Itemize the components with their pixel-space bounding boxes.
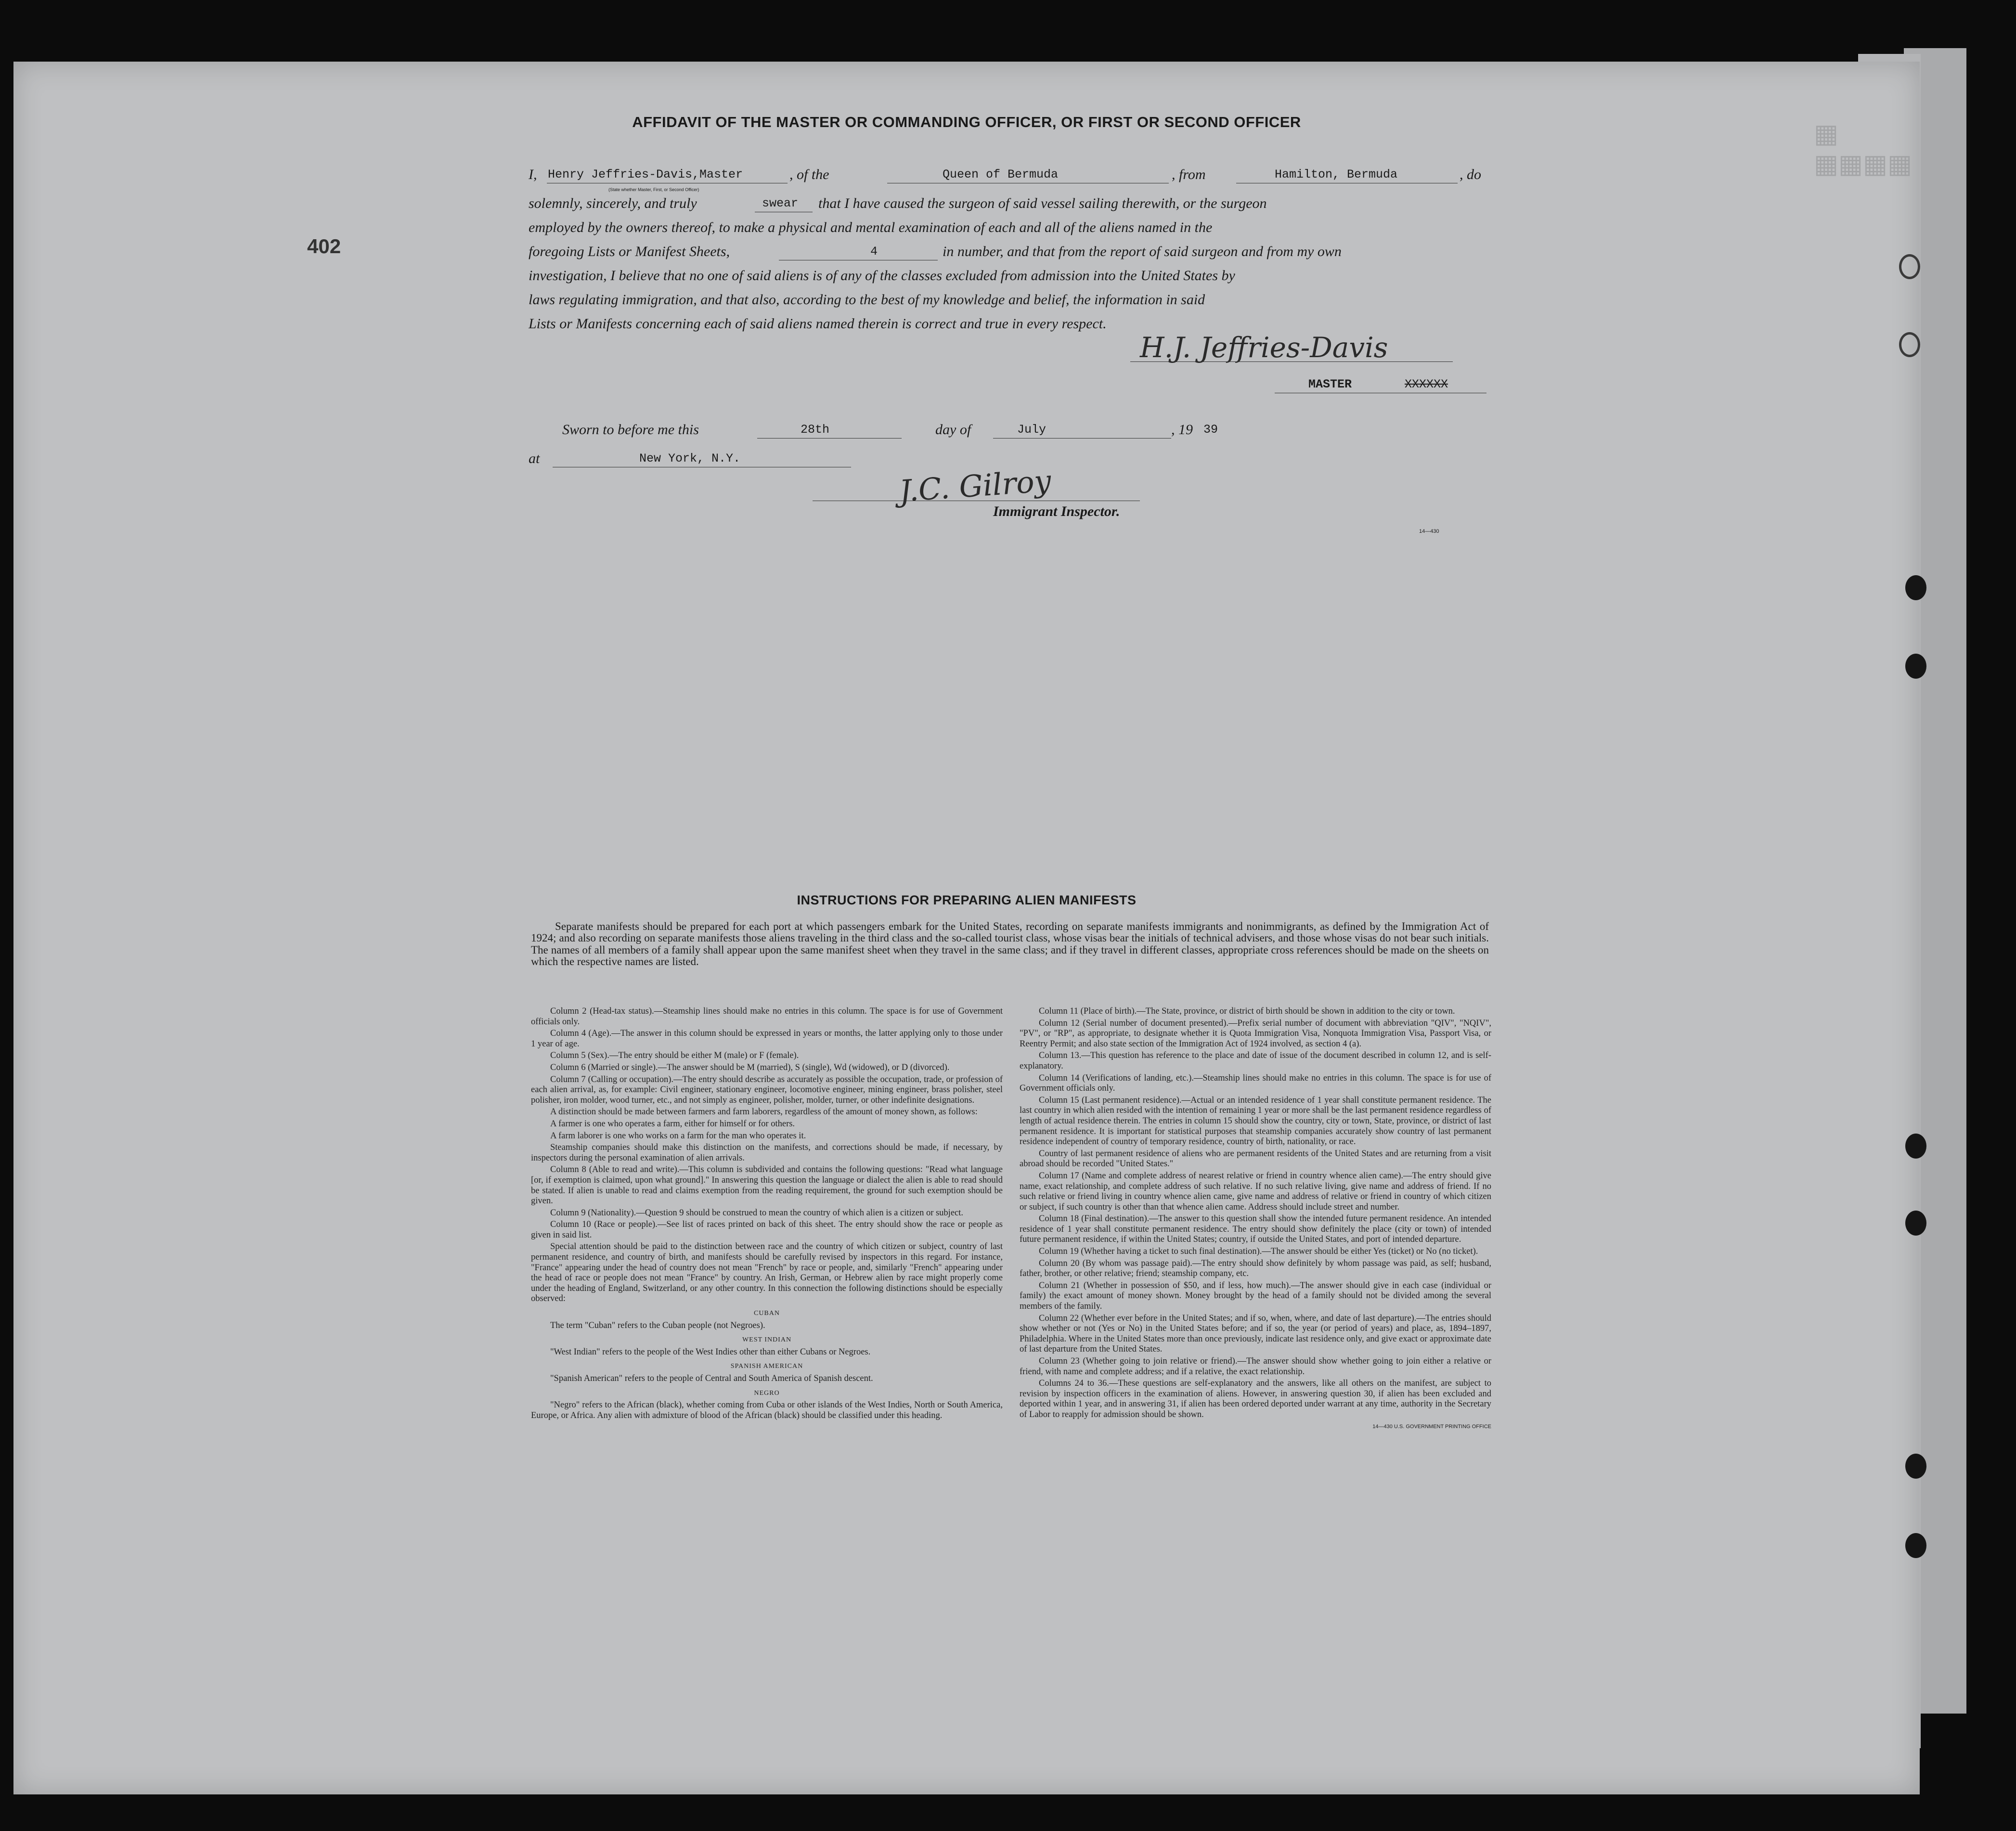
instruction-paragraph: Column 17 (Name and complete address of nearest relative or friend in country whence alien came).—The entry should give name, exact relationship, and complete address of such relative. If no such relative living, give name and address of friend. If no such relative or friend living in country whence alien came, give name and address of relative or friend in country of which citizen or subject, if such country is other than that whence alien came. Address should include street and number. — [1020, 1171, 1491, 1212]
from-label: , from — [1172, 167, 1206, 182]
day-of-label: day of — [935, 422, 971, 438]
instructions-title: INSTRUCTIONS FOR PREPARING ALIEN MANIFESTS — [797, 893, 1137, 907]
sheet-count: 4 — [870, 245, 878, 258]
sworn-day: 28th — [801, 423, 830, 437]
affidavit-line-4b: in number, and that from the report of said surgeon and from my own — [943, 244, 1342, 259]
definition-text: The term "Cuban" refers to the Cuban people (not Negroes). — [550, 1320, 765, 1330]
manifest-page — [13, 62, 1920, 1794]
instruction-paragraph: Column 22 (Whether ever before in the United States; and if so, when, where, and date of last departure).—The entries should show whether or not (Yes or No) in the United States before; and if so, the year (or period of years) and place, as, 1894–1897, Philadelphia. Where in the United States more than once previously, indicate last residence only, and give exact or approximate date of last departure from the United States. — [1020, 1313, 1491, 1354]
instruction-paragraph: Column 8 (Able to read and write).—This column is subdivided and contains the following questions: "Read what language [or, if exemption is claimed, upon what ground]." In answering this question the language or dialect the alien is able to read should be stated. If alien is unable to read and claims exemption from the reading requirement, the ground for such exemption should be given. — [531, 1165, 1003, 1206]
instruction-paragraph: Columns 24 to 36.—These questions are self-explanatory and the answers, like all others on the manifest, are subject to revision by inspection officers in the examination of aliens. However, in answering question 30, if alien has been excluded and deported within 1 year, and in answering 31, if alien has been ordered deported under warrant at any time, authority in the Secretary of Labor to reapply for admission should be shown. — [1020, 1379, 1491, 1419]
do-label: , do — [1460, 167, 1481, 182]
instruction-paragraph: Steamship companies should make this distinction on the manifests, and corrections should be made, if necessary, by inspectors during the personal examination of alien arrivals. — [531, 1143, 1003, 1163]
instruction-paragraph: Column 13.—This question has reference to the place and date of issue of the document described in column 12, and is self-explanatory. — [1020, 1051, 1491, 1071]
instruction-paragraph: Column 10 (Race or people).—See list of races printed on back of this sheet. The entry should show the race or people as given in said list. — [531, 1220, 1003, 1240]
instruction-paragraph: A distinction should be made between farmers and farm laborers, regardless of the amount of money shown, as follows: — [550, 1107, 978, 1117]
printing-office-footer: 14—430 U.S. GOVERNMENT PRINTING OFFICE — [1372, 1423, 1491, 1430]
definition-heading: NEGRO — [754, 1389, 780, 1397]
sworn-place: New York, N.Y. — [639, 451, 741, 465]
instruction-paragraph: Column 23 (Whether going to join relative or friend).—The answer should show whether going to join either a relative or friend, with name and complete address; and if a relative, the exact relationship. — [1020, 1356, 1491, 1377]
punch-hole — [1905, 1211, 1926, 1236]
punch-hole — [1899, 332, 1920, 357]
instruction-paragraph: Column 7 (Calling or occupation).—The entry should describe as accurately as possible the occupation, trade, or profession of each alien arrival, as, for example: Civil engineer, stationary engineer, locomotive engineer, mining engineer, brass polisher, steel polisher, iron molder, wood turner, etc., and not simply as engineer, polisher, molder, turner, or other indefinite designations. — [531, 1074, 1003, 1105]
instruction-paragraph: Column 14 (Verifications of landing, etc.).—Steamship lines should make no entries in this column. The space is for use of Government officials only. — [1020, 1073, 1491, 1094]
instruction-paragraph: Column 15 (Last permanent residence).—Actual or an intended residence of 1 year shall constitute permanent residence. The last country in which alien resided with the intention of remaining 1 year or more shall be the last permanent residence regardless of length of actual residence therein. The entries in column 15 should show the country, city or town, State, province, or district of last permanent residence. It is important for statistical purposes that steamship companies accurately show country of last permanent residence independent of country of temporary residence, country of birth, nationality, or race. — [1020, 1095, 1491, 1147]
instruction-paragraph: Column 11 (Place of birth).—The State, province, or district of birth should be shown in addition to the city or town. — [1039, 1006, 1455, 1016]
instruction-paragraph: Column 6 (Married or single).—The answer should be M (married), S (single), Wd (widowed), or D (divorced). — [550, 1062, 950, 1072]
year-suffix: 39 — [1203, 423, 1218, 437]
instructions-right-column — [1020, 1006, 1491, 1433]
at-label: at — [529, 451, 540, 466]
affidavit-line-2b: that I have caused the surgeon of said vessel sailing therewith, or the surgeon — [818, 195, 1267, 211]
definition-text: "West Indian" refers to the people of the West Indies other than either Cubans or Negroes. — [550, 1347, 871, 1357]
stamp-number: 402 — [307, 235, 341, 258]
instruction-paragraph: Column 9 (Nationality).—Question 9 should be construed to mean the country of which alien is a citizen or subject. — [550, 1208, 964, 1218]
punch-hole — [1905, 1134, 1926, 1159]
definition-heading: WEST INDIAN — [742, 1336, 792, 1344]
officer-name: Henry Jeffries-Davis,Master — [548, 168, 743, 181]
departure-port: Hamilton, Bermuda — [1275, 168, 1398, 181]
master-title: MASTER — [1308, 377, 1352, 391]
form-code: 14—430 — [1419, 529, 1439, 534]
affidavit-i-label: I, — [529, 167, 537, 182]
definition-heading: CUBAN — [753, 1310, 780, 1317]
punch-hole — [1905, 575, 1926, 600]
year-prefix: , 19 — [1171, 422, 1193, 438]
instruction-paragraph: A farmer is one who operates a farm, either for himself or for others. — [550, 1119, 795, 1129]
instruction-paragraph: Column 4 (Age).—The answer in this column should be expressed in years or months, the latter applying only to those under 1 year of age. — [531, 1029, 1003, 1049]
bleed-through-text: ▦ ▦▦▦▦ — [1814, 119, 1913, 179]
instruction-paragraph: Column 2 (Head-tax status).—Steamship lines should make no entries in this column. The space is for use of Government officials only. — [531, 1006, 1003, 1027]
master-signature-line — [1130, 361, 1453, 362]
instructions-left-column — [531, 1006, 1003, 1422]
sworn-label: Sworn to before me this — [562, 422, 699, 438]
affidavit-line-4a: foregoing Lists or Manifest Sheets, — [529, 244, 730, 259]
master-signature: H.J. Jeffries-Davis — [1140, 331, 1388, 364]
instruction-paragraph: Column 5 (Sex).—The entry should be either M (male) or F (female). — [550, 1051, 799, 1061]
inspector-signature: J.C. Gilroy — [898, 463, 1052, 509]
affidavit-line-7: Lists or Manifests concerning each of said aliens named therein is correct and true in every respect. — [529, 316, 1107, 332]
affidavit-title: AFFIDAVIT OF THE MASTER OR COMMANDING OFFICER, OR FIRST OR SECOND OFFICER — [632, 114, 1301, 130]
punch-hole — [1905, 1454, 1926, 1479]
instruction-paragraph: Column 20 (By whom was passage paid).—The entry should show definitely by whom passage was paid, as self; husband, father, brother, or other relative; friend; steamship company, etc. — [1020, 1258, 1491, 1279]
definition-heading: SPANISH AMERICAN — [730, 1363, 803, 1370]
inspector-title: Immigrant Inspector. — [993, 503, 1120, 519]
vessel-name: Queen of Bermuda — [943, 168, 1059, 181]
struck-title: XXXXXX — [1405, 377, 1448, 391]
instruction-paragraph: Column 12 (Serial number of document presented).—Prefix serial number of document with abbreviation "QIV", "NQIV", "PV", or "RP", as appropriate, to designate whether it is Quota Immigration Visa, Nonquota Immigration Visa, Passport Visa, or Reentry Permit; and also state section of the Immigration Act of 1924 involved, as section 4 (a). — [1020, 1018, 1491, 1049]
instruction-paragraph: Column 18 (Final destination).—The answer to this question shall show the intended future permanent residence. An intended residence of 1 year shall constitute permanent residence. The entry should show definitely the place (city or town) of intended future permanent residence, if within the United States; country, if outside the United States, and port of intended departure. — [1020, 1214, 1491, 1245]
instruction-paragraph: Column 21 (Whether in possession of $50, and if less, how much).—The answer should give in each case (individual or family) the exact amount of money shown. Money brought by the head of a family should not be divided among the several members of the family. — [1020, 1280, 1491, 1312]
officer-note: (State whether Master, First, or Second Officer) — [608, 187, 699, 192]
instructions-intro: Separate manifests should be prepared for each port at which passengers embark for the United States, recording on separate manifests immigrants and nonimmigrants, as defined by the Immigration Act of 1924; and also recording on separate manifests those aliens traveling in the third class and the so-called tourist class, whose visas bear the initials of technical advisers, and those whose visas do not bear such initials. The names of all members of a family shall appear upon the same manifest sheet when they travel in the same class; and if they travel in different classes, appropriate cross references should be made on the sheets on which the respective names are listed. — [531, 920, 1489, 968]
of-the-label: , of the — [789, 167, 829, 182]
affidavit-line-6: laws regulating immigration, and that also, according to the best of my knowledge and belief, the information in said — [529, 292, 1205, 308]
definition-text: "Spanish American" refers to the people of Central and South America of Spanish descent. — [550, 1374, 873, 1383]
affidavit-line-5: investigation, I believe that no one of said aliens is of any of the classes excluded from admission into the United States by — [529, 268, 1235, 284]
instruction-paragraph: Column 19 (Whether having a ticket to such final destination).—The answer should be either Yes (ticket) or No (no ticket). — [1039, 1247, 1478, 1257]
punch-hole — [1905, 1533, 1926, 1558]
sworn-month: July — [1017, 423, 1047, 437]
instruction-paragraph: A farm laborer is one who works on a farm for the man who operates it. — [550, 1131, 806, 1141]
punch-hole — [1905, 654, 1926, 679]
punch-hole — [1899, 254, 1920, 279]
affidavit-line-3: employed by the owners thereof, to make a physical and mental examination of each and all of the aliens named in the — [529, 219, 1213, 235]
definition-text: "Negro" refers to the African (black), whether coming from Cuba or other islands of the West Indies, North or South America, Europe, or Africa. Any alien with admixture of blood of the African (black) should be classified under this heading. — [531, 1400, 1003, 1420]
affidavit-line-2a: solemnly, sincerely, and truly — [529, 195, 697, 211]
oath-word: swear — [762, 196, 799, 210]
instruction-paragraph: Country of last permanent residence of aliens who are permanent residents of the United States and are returning from a visit abroad should be recorded "United States." — [1020, 1148, 1491, 1169]
instruction-paragraph: Special attention should be paid to the distinction between race and the country of which citizen or subject, country of last permanent residence, and country of birth, and manifests should be carefully revised by inspectors in this regard. For instance, "France" appearing under the head of country does not mean "French" by race or people, and, similarly "French" appearing under the head of race or people does not mean "France" by country. An Irish, German, or Hebrew alien by race might properly come under the heading of England, Switzerland, or any other country. In this connection the following distinctions should be especially observed: — [531, 1242, 1003, 1304]
